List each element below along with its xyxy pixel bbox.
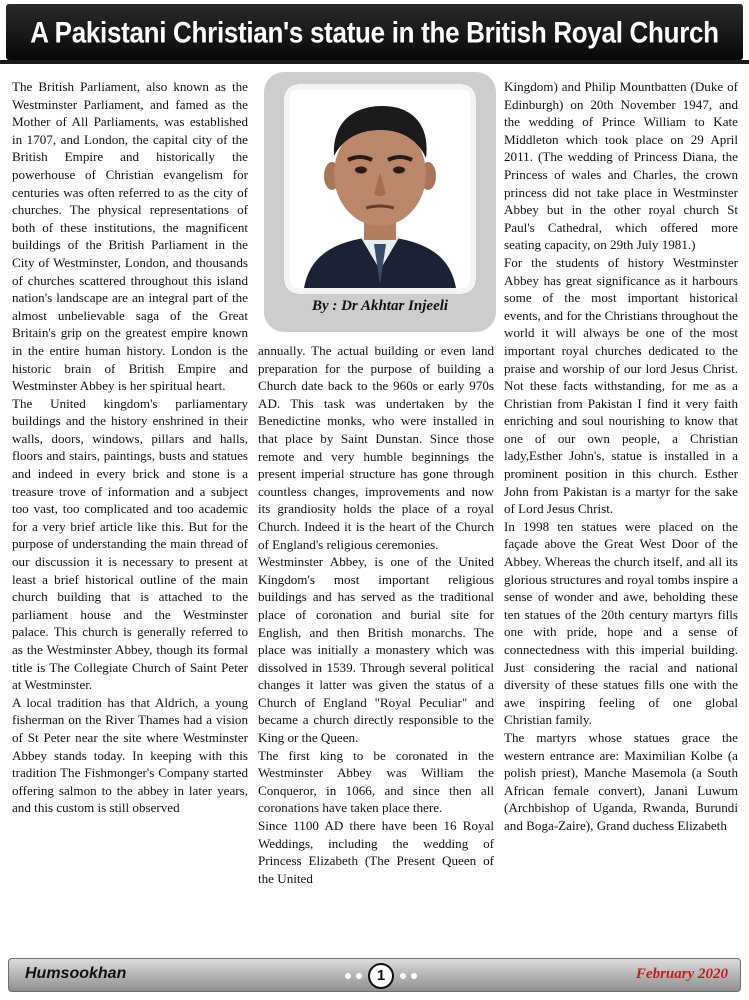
issue-date: February 2020 — [635, 966, 728, 982]
article-column-2 — [258, 342, 494, 943]
magazine-name: Humsookhan — [25, 965, 127, 982]
page-header — [0, 0, 749, 64]
paragraph: The United kingdom's parliamentary buildings and the history enshrined in their walls, doors, windows, pillars and halls, floors and stairs, paintings, busts and statues and indeed in every brick and stone is a treasure trove of information and a subject too vast, too complicated and too academic for a very brief article like this. But for the purpose of understanding the main thread of our discussion it is necessary to present at least a brief historical outline of the main church building that is attached to the parliament house and the Westminster palace. This church is generally referred to as the Westminster Abbey, though its formal title is The Collegiate Church of Saint Peter at Westminster. — [12, 395, 248, 693]
author-portrait-image — [284, 84, 476, 294]
page-footer — [8, 958, 741, 992]
decorative-dot-icon — [356, 973, 362, 979]
paragraph: The British Parliament, also known as the Westminster Parliament, and famed as the Mother of All Parliaments, was established in 1707, and London, the capital city of the British Empire and historically the powerhouse of Christian evangelism for centuries was often referred to as the city of churches. The physical representations of both of these institutions, the magnificent buildings of the British Parliament in the City of Westminster, London, and thousands of churches scattered throughout this island nation's landscape are an integral part of the almost unbelievable saga of the Great Britain's grip on the greatest empire known in the entire human history. London is the historic brain of British Empire and Westminster Abbey is her spiritual heart. — [12, 79, 248, 394]
article-column-3 — [504, 78, 738, 943]
article-title: A Pakistani Christian's statue in the British Royal Church — [30, 14, 719, 50]
paragraph: The first king to be coronated in the Westminster Abbey was William the Conqueror, in 1066, and since then all coronations have taken place there. — [258, 747, 494, 816]
article-column-1 — [12, 78, 248, 943]
title-banner — [6, 4, 743, 60]
paragraph: Since 1100 AD there have been 16 Royal Weddings, including the wedding of Princess Elizabeth (The Present Queen of the United — [258, 818, 494, 886]
author-byline: By : Dr Akhtar Injeeli — [311, 298, 449, 314]
page-number-group — [341, 963, 421, 989]
paragraph: annually. The actual building or even land preparation for the purpose of building a Church date back to the 960s or early 970s AD. This task was undertaken by the Benedictine monks, who were installed in that place by Saint Dunstan. Since those remote and very humble beginnings the present imperial structure has gone through countless changes, improvements and now its grandiosity holds the place of a royal Church. Indeed it is the heart of the Church of England's religious ceremonies. — [258, 343, 494, 552]
paragraph: The martyrs whose statues grace the western entrance are: Maximilian Kolbe (a polish priest), Manche Masemola (a South African female convert), Janani Luwum (Archbishop of Uganda, Rwanda, Burundi and Boga-Zaire), Grand duchess Elizabeth — [504, 729, 738, 833]
paragraph: For the students of history Westminster Abbey has great significance as it harbours some of the most important historical events, and for the Christians throughout the world it will always be one of the most important royal churches dedicated to the praise and worship of our lord Jesus Christ. Not these facts withstanding, for me as a Christian from Pakistan I find it very faith enriching and soul nourishing to know that one of our own people, a Christian lady,Esther John's, statue is installed in a prominent position in this church. Esther John from Pakistan is a martyr for the sake of Lord Jesus Christ. — [504, 254, 738, 517]
author-photo-panel — [264, 72, 496, 332]
decorative-dot-icon — [345, 973, 351, 979]
paragraph: Kingdom) and Philip Mountbatten (Duke of Edinburgh) on 20th November 1947, and the wedding of Prince William to Kate Middleton which took place on 29 April 2011. (The wedding of Princess Diana, the Princess of wales and Charles, the crown princess did not take place in Westminster Abbey but in the other royal church St Paul's Cathedral, which offered more seating capacity, on 29th July 1981.) — [504, 79, 738, 253]
page-number: 1 — [368, 963, 394, 989]
paragraph: Westminster Abbey, is one of the United Kingdom's most important religious buildings and has served as the traditional place of coronation and burial site for English, and then British monarchs. The place was initially a monastery which was dissolved in 1539. Through several political changes it latter was given the status of a Church of England "Royal Peculiar" and became a church directly responsible to the King or the Queen. — [258, 554, 494, 746]
paragraph: A local tradition has that Aldrich, a young fisherman on the River Thames had a vision of St Peter near the site where Westminster Abbey stands today. In keeping with this tradition The Fishmonger's Company started offering salmon to the abbey in later years, and this custom is still observed — [12, 694, 248, 816]
author-photo — [284, 84, 476, 294]
paragraph: In 1998 ten statues were placed on the façade above the Great West Door of the Abbey. Whereas the church itself, and all its glorious structures and royal tombs inspire a sense of wonder and awe, beholding these ten statues of the 20th century martyrs fills one with pride, hope and a sense of connectedness with this imperial building. Just considering the racial and national diversity of these statues fills one with the awe inspiring feeling of one global Christian family. — [504, 518, 738, 728]
decorative-dot-icon — [411, 973, 417, 979]
decorative-dot-icon — [400, 973, 406, 979]
